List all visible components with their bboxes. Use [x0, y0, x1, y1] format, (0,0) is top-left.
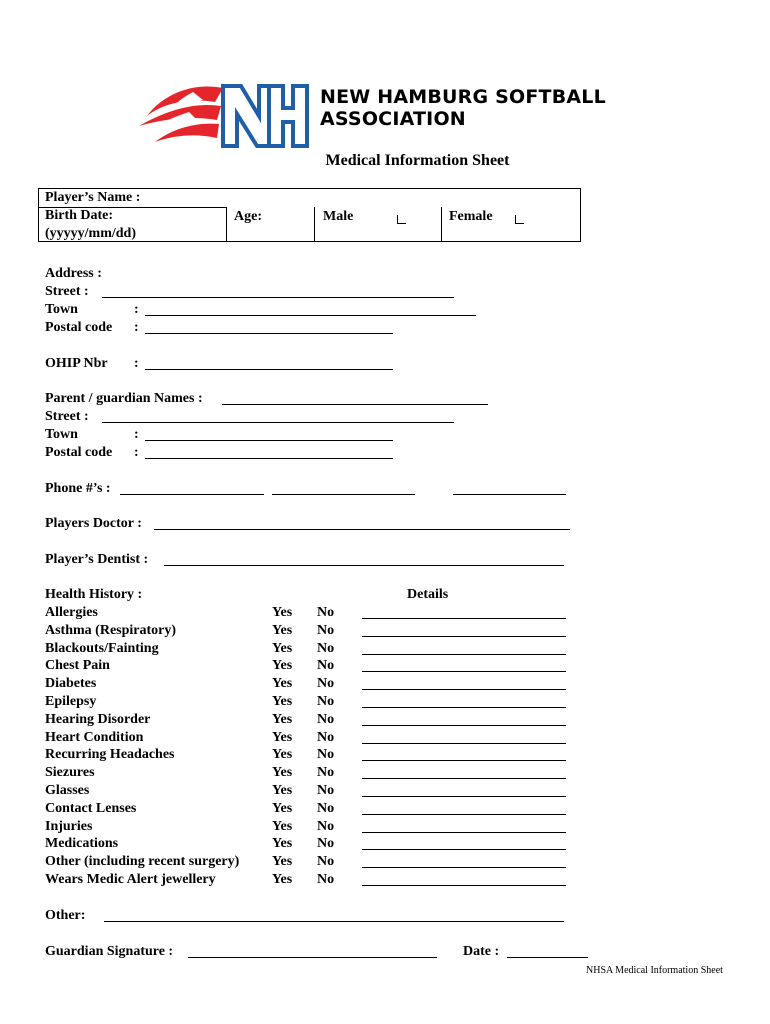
health-details-field[interactable]: [362, 796, 566, 797]
details-heading: Details: [407, 587, 449, 602]
male-checkbox[interactable]: [391, 211, 406, 229]
street-label: Street :: [45, 284, 89, 299]
yes-option[interactable]: Yes: [272, 765, 293, 781]
health-item-label: Allergies: [45, 605, 98, 620]
yes-option[interactable]: Yes: [272, 800, 293, 816]
colon: :: [134, 356, 139, 371]
no-option[interactable]: No: [317, 800, 335, 816]
yes-option[interactable]: Yes: [272, 872, 293, 887]
guardian-names-field[interactable]: [222, 404, 488, 405]
health-item-label: Injuries: [45, 818, 93, 834]
guardian-postal-label: Postal code: [45, 445, 113, 460]
health-item-label: Asthma (Respiratory): [45, 622, 177, 638]
health-item-label: Recurring Headaches: [45, 747, 175, 763]
yes-option[interactable]: Yes: [272, 622, 293, 638]
nh-monogram: [221, 84, 311, 148]
no-option[interactable]: No: [317, 729, 335, 745]
no-option[interactable]: No: [317, 622, 335, 638]
guardian-street-field[interactable]: [102, 422, 454, 423]
health-details-field[interactable]: [362, 671, 566, 672]
footer-text: NHSA Medical Information Sheet: [586, 965, 723, 976]
health-details-field[interactable]: [362, 654, 566, 655]
no-option[interactable]: No: [317, 872, 335, 887]
colon: :: [134, 427, 139, 442]
health-item-label: Wears Medic Alert jewellery: [45, 872, 216, 887]
flame-icon: [139, 86, 223, 142]
health-details-field[interactable]: [362, 814, 566, 815]
health-item-label: Medications: [45, 836, 119, 852]
yes-option[interactable]: Yes: [272, 818, 293, 834]
no-option[interactable]: No: [317, 818, 335, 834]
health-details-field[interactable]: [362, 760, 566, 761]
town-field[interactable]: [145, 315, 476, 316]
phone-field-2[interactable]: [272, 494, 415, 495]
yes-option[interactable]: Yes: [272, 747, 293, 763]
yes-option[interactable]: Yes: [272, 694, 293, 709]
health-item-label: Blackouts/Fainting: [45, 640, 159, 656]
guardian-postal-field[interactable]: [145, 458, 393, 459]
yes-option[interactable]: Yes: [272, 605, 293, 620]
health-item-label: Siezures: [45, 765, 95, 781]
yes-option[interactable]: Yes: [272, 676, 293, 692]
health-details-field[interactable]: [362, 743, 566, 744]
health-history-heading: Health History :: [45, 587, 143, 602]
guardian-town-field[interactable]: [145, 440, 393, 441]
no-option[interactable]: No: [317, 694, 335, 709]
yes-option[interactable]: Yes: [272, 658, 293, 674]
health-item-label: Contact Lenses: [45, 800, 137, 816]
health-details-field[interactable]: [362, 636, 566, 637]
health-details-field[interactable]: [362, 867, 566, 868]
female-checkbox[interactable]: [509, 211, 524, 229]
postal-code-field[interactable]: [145, 333, 393, 334]
yes-option[interactable]: Yes: [272, 729, 293, 745]
guardian-signature-field[interactable]: [188, 957, 437, 958]
health-details-field[interactable]: [362, 778, 566, 779]
health-item-label: Diabetes: [45, 676, 97, 692]
health-item-label: Hearing Disorder: [45, 711, 151, 727]
yes-option[interactable]: Yes: [272, 640, 293, 656]
no-option[interactable]: No: [317, 747, 335, 763]
ohip-field[interactable]: [145, 369, 393, 370]
phone-field-3[interactable]: [453, 494, 566, 495]
no-option[interactable]: No: [317, 765, 335, 781]
guardian-signature-label: Guardian Signature :: [45, 944, 174, 959]
health-details-field[interactable]: [362, 849, 566, 850]
health-item-label: Heart Condition: [45, 729, 144, 745]
other-label: Other:: [45, 908, 86, 923]
yes-option[interactable]: Yes: [272, 836, 293, 852]
ohip-label: OHIP Nbr: [45, 356, 108, 371]
nhsa-logo: [133, 80, 313, 152]
address-heading: Address :: [45, 266, 102, 281]
colon: :: [134, 445, 139, 460]
no-option[interactable]: No: [317, 605, 335, 620]
health-item-label: Glasses: [45, 783, 90, 798]
date-field[interactable]: [507, 957, 588, 958]
birth-date-format: (yyyyy/mm/dd): [45, 226, 136, 241]
health-details-field[interactable]: [362, 618, 566, 619]
town-label: Town: [45, 302, 78, 317]
health-item-label: Other (including recent surgery): [45, 854, 240, 870]
no-option[interactable]: No: [317, 854, 335, 870]
dentist-field[interactable]: [164, 565, 564, 566]
colon: :: [134, 320, 139, 335]
guardian-street-label: Street :: [45, 409, 89, 424]
org-name-line2: ASSOCIATION: [320, 108, 466, 130]
date-label: Date :: [463, 944, 500, 959]
doctor-label: Players Doctor :: [45, 516, 142, 531]
other-field[interactable]: [104, 921, 564, 922]
health-item-label: Chest Pain: [45, 658, 110, 674]
birth-date-label: Birth Date:: [45, 208, 114, 223]
postal-code-label: Postal code: [45, 320, 113, 335]
no-option[interactable]: No: [317, 783, 335, 798]
yes-option[interactable]: Yes: [272, 783, 293, 798]
health-item-label: Epilepsy: [45, 694, 97, 709]
guardian-names-label: Parent / guardian Names :: [45, 391, 203, 406]
guardian-town-label: Town: [45, 427, 78, 442]
yes-option[interactable]: Yes: [272, 854, 293, 870]
health-details-field[interactable]: [362, 689, 566, 690]
yes-option[interactable]: Yes: [272, 711, 293, 727]
organization-name: [320, 86, 606, 130]
age-label: Age:: [234, 209, 262, 224]
street-field[interactable]: [102, 297, 454, 298]
dentist-label: Player’s Dentist :: [45, 552, 149, 567]
player-info-table: [38, 188, 581, 242]
phone-label: Phone #’s :: [45, 481, 111, 496]
no-option[interactable]: No: [317, 640, 335, 656]
org-name-line1: NEW HAMBURG SOFTBALL: [320, 86, 606, 108]
no-option[interactable]: No: [317, 658, 335, 674]
no-option[interactable]: No: [317, 676, 335, 692]
health-details-field[interactable]: [362, 707, 566, 708]
male-label: Male: [323, 209, 354, 224]
doctor-field[interactable]: [154, 529, 570, 530]
no-option[interactable]: No: [317, 711, 335, 727]
female-label: Female: [449, 209, 493, 224]
phone-field-1[interactable]: [120, 494, 264, 495]
player-name-label: Player’s Name :: [45, 190, 141, 205]
no-option[interactable]: No: [317, 836, 335, 852]
page-title: Medical Information Sheet: [325, 152, 510, 169]
health-details-field[interactable]: [362, 885, 566, 886]
health-details-field[interactable]: [362, 832, 566, 833]
health-details-field[interactable]: [362, 725, 566, 726]
colon: :: [134, 302, 139, 317]
